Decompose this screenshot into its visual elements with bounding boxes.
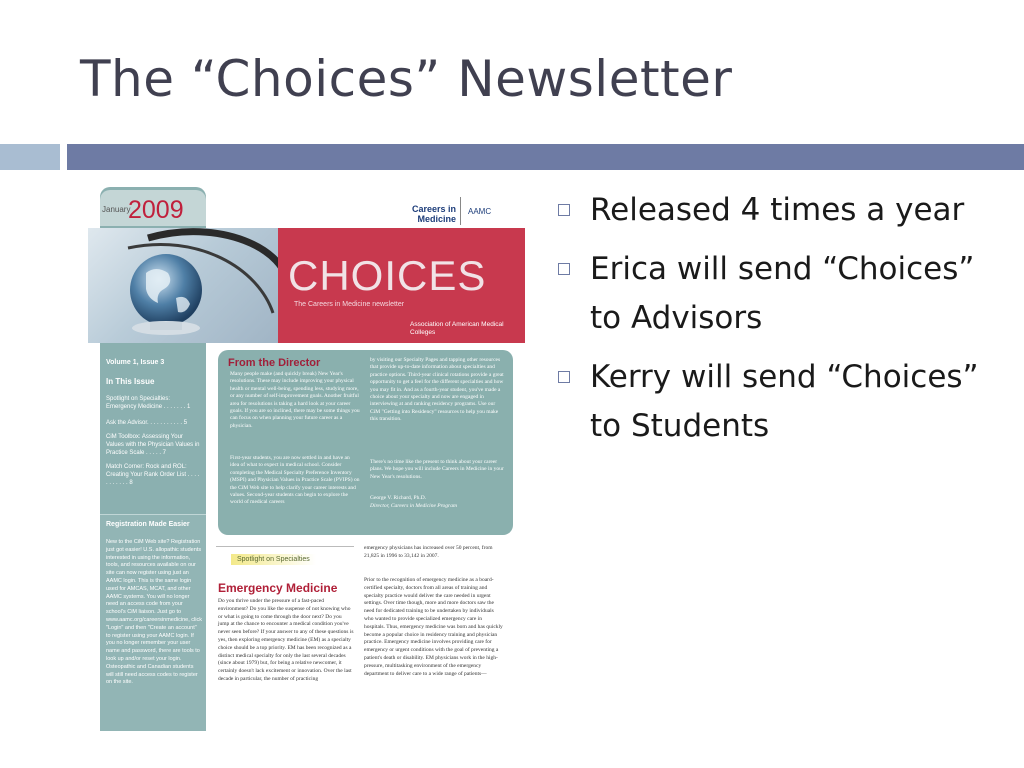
logo-divider: [460, 197, 461, 225]
square-bullet-icon: [558, 371, 570, 383]
square-bullet-icon: [558, 263, 570, 275]
bullet-item: [556, 353, 996, 451]
registration-text: New to the CiM Web site? Registration just got easier! U.S. allopathic students interested in using the information, tools, and resources available on our site can now register using just an AAMC login. This is the same login used for AMCAS, MCAT, and other AAMC systems. You will no longer need an access code from your school's CiM liaison. Just go to www.aamc.org/careersinmedicine, click "Login" and then "Create an account" to register using your AAMC login. If you no longer remember your user name and password, there are tools to look up and/or reset your login. Osteopathic and Canadian students will still need access codes to register on the site.: [106, 539, 202, 686]
square-bullet-icon: [558, 204, 570, 216]
cim-logo-text: Careers in Medicine: [411, 204, 456, 224]
masthead-title: CHOICES: [288, 252, 487, 299]
in-this-issue-heading: In This Issue: [106, 377, 155, 386]
masthead-subtitle: The Careers in Medicine newsletter: [294, 301, 405, 308]
bullet-item: [556, 186, 996, 235]
globe-stethoscope-photo: [88, 228, 288, 343]
director-column-1b: First-year students, you are now settled in and have an idea of what to expect in medical school. Consider completing the Medical Specialty Preference Inventory (MSPI) and Physician Values in Practice Scale (PVIPS) on the CiM Web site to help clarify your career interests and values. Second-year students can begin to explore the world of medical careers: [230, 455, 360, 506]
bullet-item: [556, 245, 996, 343]
toc-item: Ask the Advisor. . . . . . . . . . . 5: [106, 420, 188, 426]
accent-bar-left: [0, 144, 60, 170]
newsletter-year: 2009: [128, 196, 184, 224]
newsletter-cover-image: [88, 187, 525, 732]
toc-item: CiM Toolbox: Assessing Your Values with the Physician Values in Practice Scale . . . . . 7: [106, 434, 200, 456]
em-column-2b: Prior to the recognition of emergency medicine as a board-certified specialty, doctors from all areas of training and specialty practice would deliver the care needed in urgent settings. Over time though, more and more doctors saw the need for dedicated training to be undertaken by individuals who wanted to provide specialized emergency care in hospitals. Thus, emergency medicine was born and has quickly become a popular choice in residency training and physician practice. Emergency medicine involves providing care for emergency or urgent conditions with the goal of preventing a patient's death or disability. EM physicians work in the high-pressure, multitasking environment of the emergency department to deliver care to a wide range of patients—: [364, 577, 503, 677]
director-heading: From the Director: [228, 357, 321, 369]
association-name: Association of American Medical Colleges: [410, 321, 504, 336]
em-column-1: Do you thrive under the pressure of a fast-paced environment? Do you like the suspense of not knowing who or what is going to come through the door next? Do you jump at the chance to encounter a medical condition you've never seen before? If your answer to any of these questions is yes, then exploring emergency medicine (EM) as a specialty choice should be a top priority. EM has been recognized as a distinct medical specialty for only the last several decades (since about 1979) but, for being a relative newcomer, it certainly doesn't lack excitement or innovation. Over the last decade in particular, the number of practicing: [218, 598, 354, 682]
issue-label: Volume 1, Issue 3: [106, 359, 165, 366]
em-heading: Emergency Medicine: [218, 581, 338, 595]
registration-heading: Registration Made Easier: [106, 521, 190, 528]
spotlight-label: Spotlight on Specialties: [231, 554, 316, 565]
spotlight-divider: [216, 546, 354, 547]
toc-item: Spotlight on Specialties: Emergency Medicine . . . . . . . 1: [106, 396, 191, 410]
newsletter-month: January: [102, 205, 131, 214]
director-column-1: Many people make (and quickly break) New Year's resolutions. These may include improving your physical health or mental well-being, spending less, studying more, or any number of self-improvement goals. Another fruitful area for resolutions is taking a hard look at your career goals. If you are so inclined, there may be some things you can focus on when planning your future career as a physician.: [230, 371, 360, 429]
bullet-list: [556, 186, 996, 461]
bullet-text: Released 4 times a year: [590, 192, 965, 228]
director-column-2b: There's no time like the present to think about your career plans. We hope you will include Careers in Medicine in your New Year's resolutions.: [370, 459, 504, 480]
accent-bar-main: [67, 144, 1024, 170]
globe-stethoscope-illustration: [88, 228, 288, 343]
director-column-2: by visiting our Specialty Pages and tapping other resources that provide up-to-date information about specialties and practice options. Third-year clinical rotations provide a great opportunity to get a feel for the different specialties and how you may fit in. And as a fourth-year student, you've made a choice about your specialty and now are engaged in interviewing at and ranking residency programs. Use our CiM "Getting into Residency" resources to help you make this transition.: [370, 357, 504, 423]
director-title: Director, Careers in Medicine Program: [370, 503, 457, 509]
director-signature: George V. Richard, Ph.D.: [370, 495, 427, 501]
slide-title: The “Choices” Newsletter: [80, 50, 733, 108]
bullet-text: Kerry will send “Choices” to Students: [590, 359, 979, 444]
em-column-2a: emergency physicians has increased over 50 percent, from 21,825 in 1996 to 33,142 in 2007.: [364, 545, 493, 559]
newsletter-banner: [88, 228, 525, 343]
aamc-logo-text: AAMC: [468, 207, 492, 216]
toc-item: Match Corner: Rock and ROL: Creating Your Rank Order List . . . . . . . . . . . 8: [106, 464, 200, 486]
bullet-text: Erica will send “Choices” to Advisors: [590, 251, 975, 336]
